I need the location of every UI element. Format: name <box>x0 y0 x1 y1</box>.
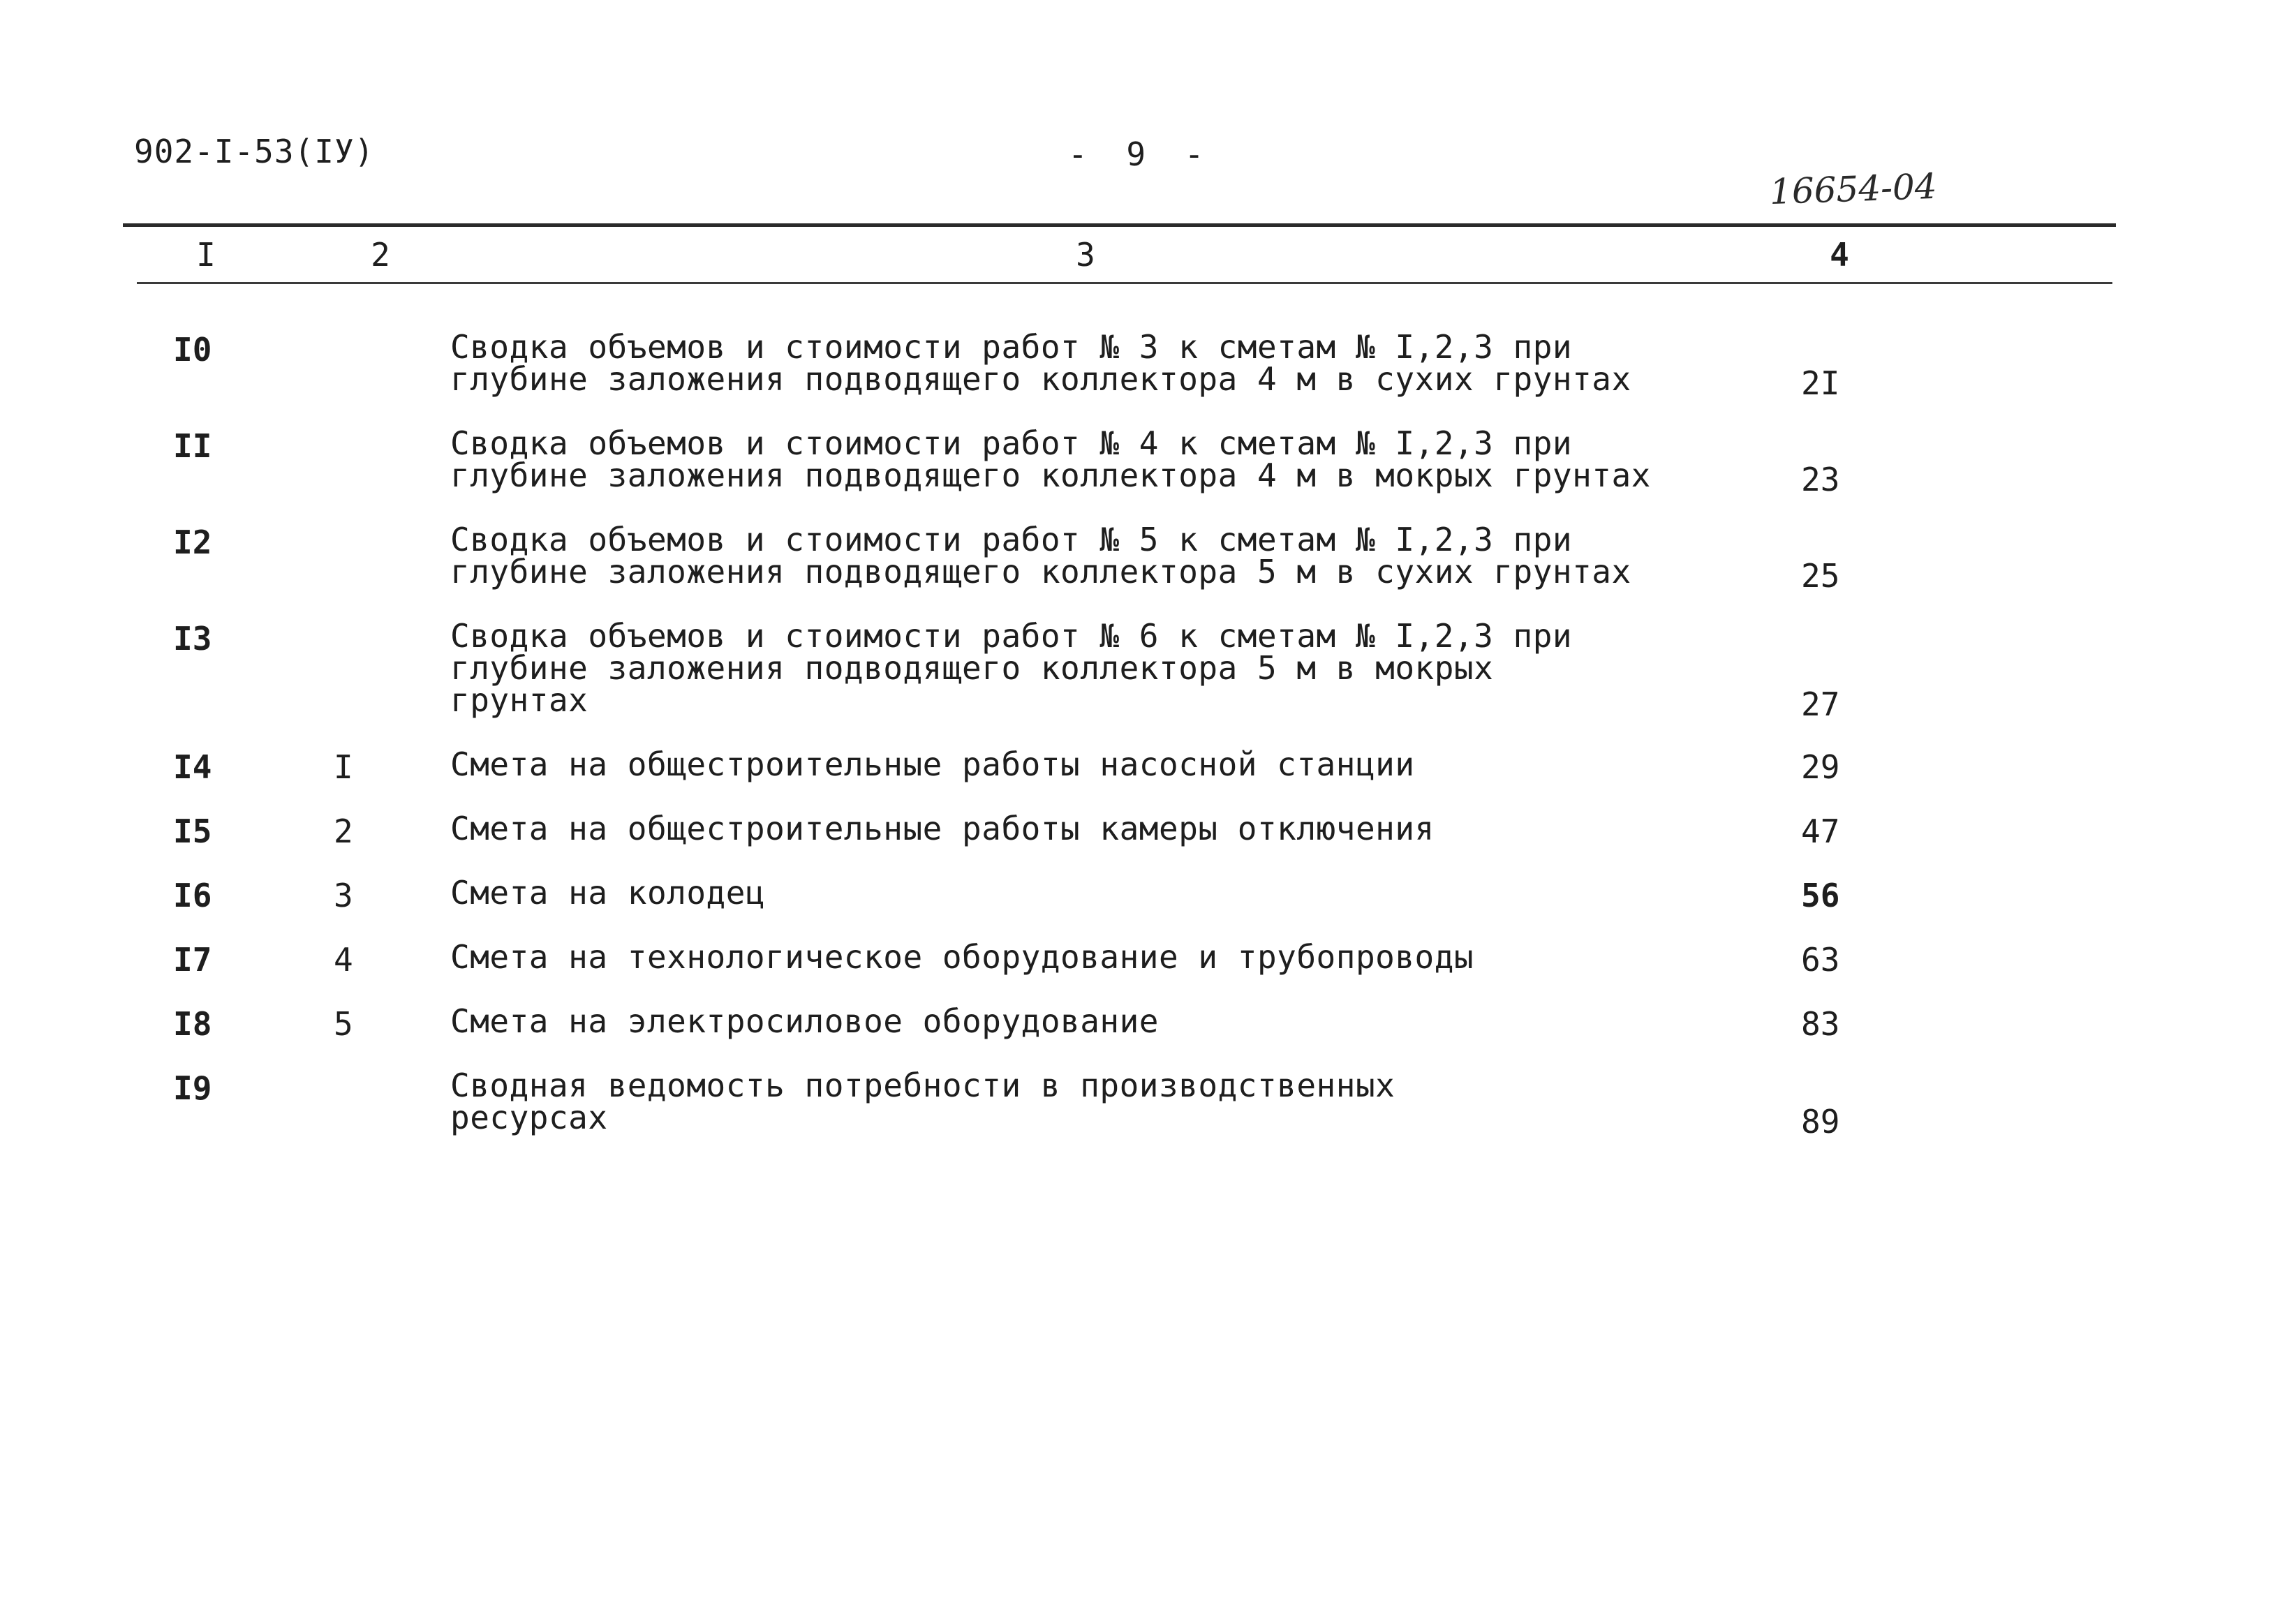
row-page: 47 <box>1801 812 1840 850</box>
row-page: 2I <box>1801 364 1840 402</box>
row-number: I2 <box>173 523 212 561</box>
row-page: 56 <box>1801 877 1840 914</box>
column-header-3: 3 <box>1076 236 1095 274</box>
column-header-1: I <box>196 236 216 274</box>
row-number: I5 <box>173 812 212 850</box>
row-number: II <box>173 427 212 465</box>
row-title: Смета на общестроительные работы насосной станции <box>450 745 1415 783</box>
table-header-rule <box>137 282 2112 284</box>
row-page: 23 <box>1801 461 1840 498</box>
row-title: Сводка объемов и стоимости работ № 4 к сметам № I,2,3 при глубине заложения подводящего коллектора 4 м в мокрых грунтах <box>450 424 1651 494</box>
row-page: 89 <box>1801 1103 1840 1141</box>
row-title: Смета на технологическое оборудование и трубопроводы <box>450 938 1474 976</box>
handwritten-code: 16654-04 <box>1769 165 1938 213</box>
row-number: I3 <box>173 620 212 658</box>
row-estimate-number: 3 <box>334 877 353 914</box>
row-page: 63 <box>1801 941 1840 979</box>
row-number: I0 <box>173 331 212 369</box>
row-title: Сводка объемов и стоимости работ № 5 к сметам № I,2,3 при глубине заложения подводящего коллектора 5 м в сухих грунтах <box>450 521 1631 591</box>
row-estimate-number: I <box>334 748 353 786</box>
row-number: I9 <box>173 1069 212 1107</box>
page-number: - 9 - <box>1068 135 1214 173</box>
row-number: I6 <box>173 877 212 914</box>
row-estimate-number: 5 <box>334 1005 353 1043</box>
row-page: 29 <box>1801 748 1840 786</box>
column-header-4: 4 <box>1830 236 1849 274</box>
row-page: 25 <box>1801 557 1840 595</box>
row-title: Сводка объемов и стоимости работ № 3 к сметам № I,2,3 при глубине заложения подводящего коллектора 4 м в сухих грунтах <box>450 328 1631 398</box>
row-title: Сводка объемов и стоимости работ № 6 к сметам № I,2,3 при глубине заложения подводящего коллектора 5 м в мокрых грунтах <box>450 617 1573 719</box>
row-number: I7 <box>173 941 212 979</box>
table-top-rule <box>123 223 2116 227</box>
row-title: Смета на общестроительные работы камеры отключения <box>450 810 1435 847</box>
row-title: Смета на электросиловое оборудование <box>450 1002 1159 1040</box>
row-number: I4 <box>173 748 212 786</box>
row-estimate-number: 4 <box>334 941 353 979</box>
row-title: Смета на колодец <box>450 874 766 912</box>
row-estimate-number: 2 <box>334 812 353 850</box>
column-header-2: 2 <box>371 236 390 274</box>
row-number: I8 <box>173 1005 212 1043</box>
row-title: Сводная ведомость потребности в производственных ресурсах <box>450 1067 1395 1136</box>
row-page: 83 <box>1801 1005 1840 1043</box>
document-code: 902-I-53(IУ) <box>134 133 375 170</box>
row-page: 27 <box>1801 685 1840 723</box>
